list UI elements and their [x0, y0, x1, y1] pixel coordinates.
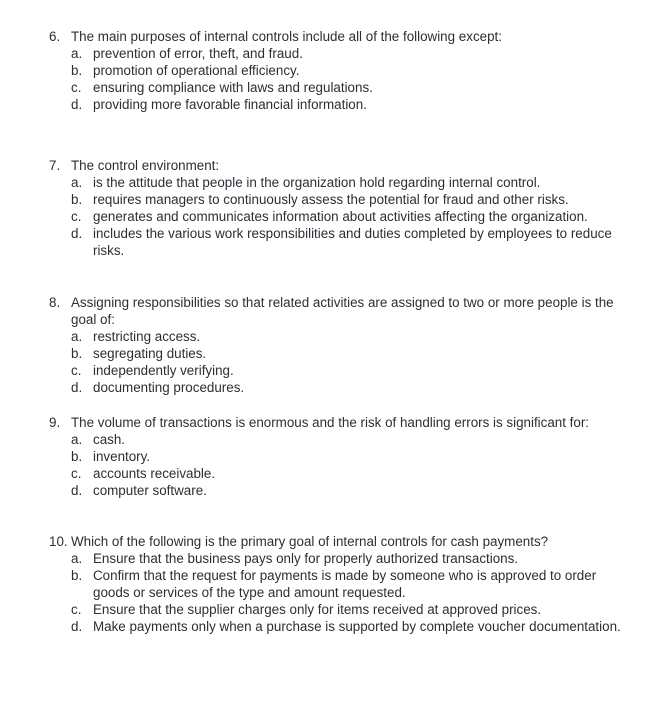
question-text: Assigning responsibilities so that related activities are assigned to two or more people is the goal of:: [71, 295, 614, 327]
option-text: Ensure that the business pays only for properly authorized transactions.: [93, 551, 519, 566]
answer-options: [49, 550, 629, 635]
answer-option-c: [71, 362, 629, 379]
option-letter: c.: [71, 466, 82, 481]
question-text: The volume of transactions is enormous and the risk of handling errors is significant for:: [71, 415, 590, 430]
option-letter: b.: [71, 568, 83, 583]
option-text: independently verifying.: [93, 363, 234, 378]
question-stem: [49, 533, 629, 550]
answer-option-b: [71, 62, 629, 79]
answer-options: [49, 328, 629, 396]
answer-option-a: [71, 45, 629, 62]
option-text: inventory.: [93, 449, 151, 464]
question-9: [49, 414, 629, 499]
answer-option-d: [71, 618, 629, 635]
option-letter: d.: [71, 97, 83, 112]
answer-option-b: [71, 448, 629, 465]
option-text: providing more favorable financial information.: [93, 97, 367, 112]
question-10: [49, 533, 629, 635]
answer-option-d: [71, 379, 629, 396]
option-letter: d.: [71, 483, 83, 498]
option-text: accounts receivable.: [93, 466, 216, 481]
option-letter: c.: [71, 209, 82, 224]
question-number: 10.: [49, 534, 68, 549]
answer-options: [49, 431, 629, 499]
option-text: computer software.: [93, 483, 207, 498]
option-letter: d.: [71, 619, 83, 634]
option-text: generates and communicates information about activities affecting the organization.: [93, 209, 588, 224]
answer-option-b: [71, 191, 629, 208]
option-text: ensuring compliance with laws and regulations.: [93, 80, 373, 95]
answer-option-a: [71, 328, 629, 345]
option-letter: b.: [71, 63, 83, 78]
option-letter: a.: [71, 46, 83, 61]
option-text: requires managers to continuously assess the potential for fraud and other risks.: [93, 192, 569, 207]
answer-option-b: [71, 345, 629, 362]
question-7: [49, 157, 629, 259]
option-letter: d.: [71, 226, 83, 241]
option-text: Confirm that the request for payments is made by someone who is approved to order goods or services of the type and amount requested.: [93, 568, 597, 600]
option-letter: a.: [71, 175, 83, 190]
option-letter: d.: [71, 380, 83, 395]
option-text: segregating duties.: [93, 346, 207, 361]
option-text: restricting access.: [93, 329, 201, 344]
answer-option-d: [71, 482, 629, 499]
question-number: 6.: [49, 29, 61, 44]
answer-options: [49, 174, 629, 259]
answer-option-a: [71, 550, 629, 567]
option-letter: c.: [71, 80, 82, 95]
option-text: Ensure that the supplier charges only for items received at approved prices.: [93, 602, 542, 617]
option-letter: a.: [71, 551, 83, 566]
question-number: 9.: [49, 415, 61, 430]
answer-option-b: [71, 567, 629, 601]
answer-option-a: [71, 431, 629, 448]
question-number: 8.: [49, 295, 61, 310]
question-stem: [49, 157, 629, 174]
question-stem: [49, 414, 629, 431]
answer-option-c: [71, 79, 629, 96]
question-text: The control environment:: [71, 158, 220, 173]
option-text: promotion of operational efficiency.: [93, 63, 300, 78]
answer-option-c: [71, 465, 629, 482]
answer-option-d: [71, 225, 629, 259]
question-text: The main purposes of internal controls include all of the following except:: [71, 29, 502, 44]
option-text: Make payments only when a purchase is supported by complete voucher documentation.: [93, 619, 621, 634]
answer-options: [49, 45, 629, 113]
option-letter: b.: [71, 192, 83, 207]
option-text: is the attitude that people in the organization hold regarding internal control.: [93, 175, 541, 190]
answer-option-a: [71, 174, 629, 191]
option-text: includes the various work responsibilities and duties completed by employees to reduce risks.: [93, 226, 612, 258]
answer-option-c: [71, 601, 629, 618]
answer-option-d: [71, 96, 629, 113]
question-stem: [49, 294, 629, 328]
option-letter: c.: [71, 363, 82, 378]
option-letter: b.: [71, 346, 83, 361]
question-6: [49, 28, 629, 113]
option-text: documenting procedures.: [93, 380, 245, 395]
option-letter: a.: [71, 432, 83, 447]
option-letter: c.: [71, 602, 82, 617]
option-text: cash.: [93, 432, 126, 447]
option-letter: a.: [71, 329, 83, 344]
answer-option-c: [71, 208, 629, 225]
question-8: [49, 294, 629, 396]
option-letter: b.: [71, 449, 83, 464]
question-stem: [49, 28, 629, 45]
option-text: prevention of error, theft, and fraud.: [93, 46, 303, 61]
question-text: Which of the following is the primary goal of internal controls for cash payments?: [71, 534, 549, 549]
question-number: 7.: [49, 158, 61, 173]
